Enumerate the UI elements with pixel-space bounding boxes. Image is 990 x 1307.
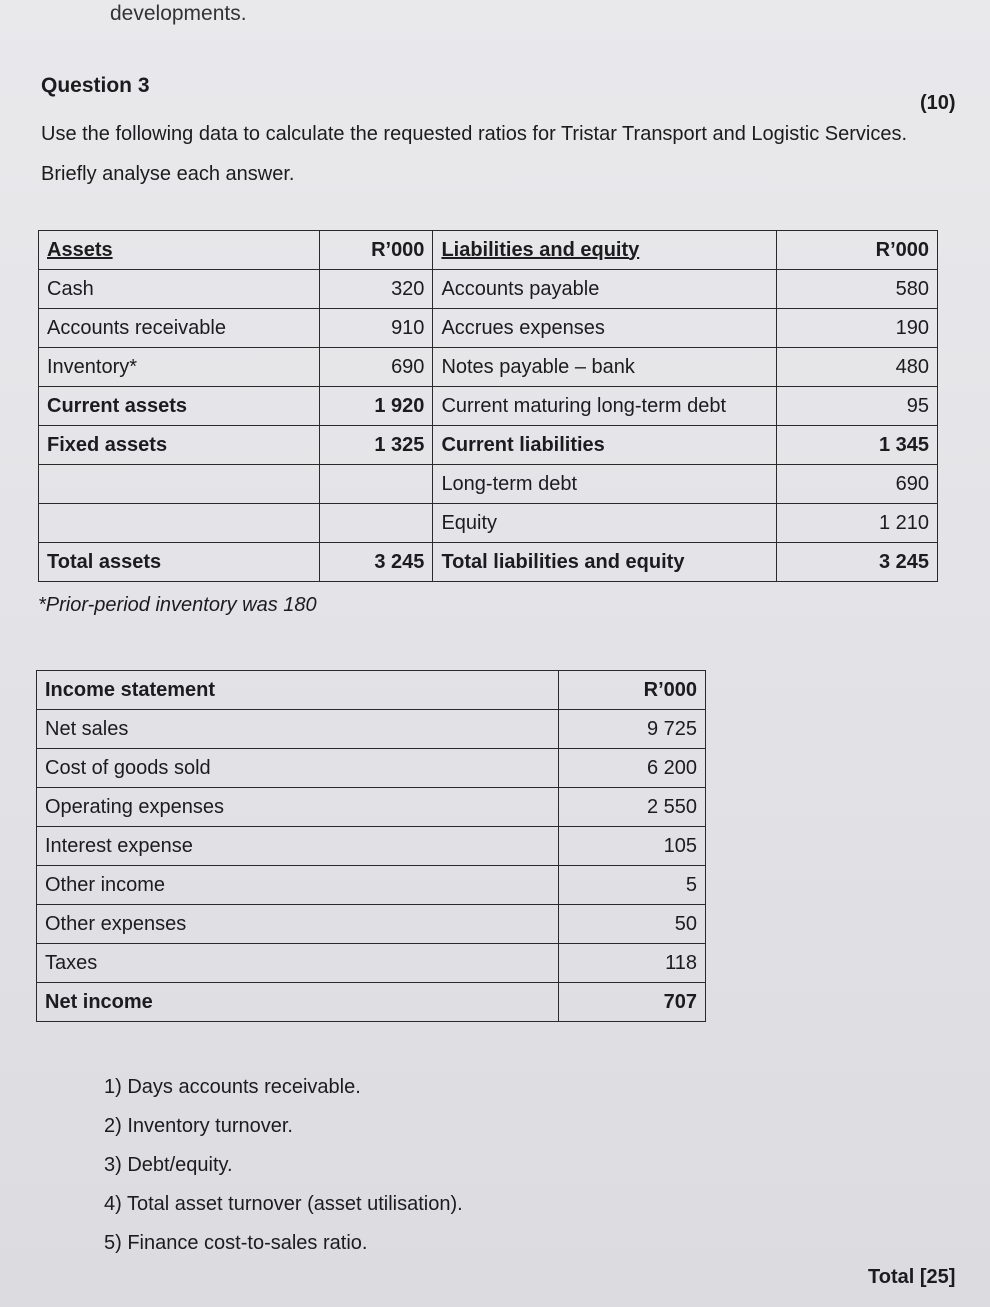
previous-page-fragment: developments. (110, 2, 247, 25)
income-label: Net sales (37, 710, 559, 749)
liability-value: 480 (776, 348, 937, 387)
inventory-footnote: *Prior-period inventory was 180 (38, 594, 317, 616)
header-liabilities-unit: R’000 (776, 231, 937, 270)
income-value: 707 (559, 983, 706, 1022)
income-value: 50 (559, 905, 706, 944)
liability-value: 95 (776, 387, 937, 426)
liability-label: Accounts payable (433, 270, 776, 309)
ratio-question-list (104, 1068, 463, 1263)
income-label: Taxes (37, 944, 559, 983)
balance-sheet-table (38, 230, 938, 582)
table-row (39, 465, 938, 504)
asset-value: 690 (320, 348, 433, 387)
asset-value: 3 245 (320, 543, 433, 582)
liability-value: 690 (776, 465, 937, 504)
table-row (37, 827, 706, 866)
asset-label: Fixed assets (39, 426, 320, 465)
table-row (37, 866, 706, 905)
income-value: 5 (559, 866, 706, 905)
income-label: Other income (37, 866, 559, 905)
list-item: 2) Inventory turnover. (104, 1115, 293, 1137)
total-marks: Total [25] (868, 1266, 956, 1288)
liability-label: Long-term debt (433, 465, 776, 504)
asset-label (39, 504, 320, 543)
asset-label (39, 465, 320, 504)
income-label: Interest expense (37, 827, 559, 866)
liability-value: 580 (776, 270, 937, 309)
income-statement-table (36, 670, 706, 1022)
table-row (37, 710, 706, 749)
header-assets: Assets (39, 231, 320, 270)
asset-label: Accounts receivable (39, 309, 320, 348)
asset-value: 320 (320, 270, 433, 309)
asset-value: 910 (320, 309, 433, 348)
income-value: 105 (559, 827, 706, 866)
header-income-unit: R’000 (559, 671, 706, 710)
header-assets-unit: R’000 (320, 231, 433, 270)
income-label: Other expenses (37, 905, 559, 944)
table-row (39, 543, 938, 582)
asset-label: Current assets (39, 387, 320, 426)
table-row (37, 788, 706, 827)
question-marks: (10) (920, 92, 956, 114)
table-header-row (39, 231, 938, 270)
liability-value: 1 210 (776, 504, 937, 543)
asset-value: 1 325 (320, 426, 433, 465)
list-item: 5) Finance cost-to-sales ratio. (104, 1232, 368, 1254)
asset-label: Inventory* (39, 348, 320, 387)
table-row (39, 426, 938, 465)
liability-value: 3 245 (776, 543, 937, 582)
question-instructions: Use the following data to calculate the requested ratios for Tristar Transport and Logistic Services. Briefly analyse each answer. (41, 123, 907, 185)
table-row (37, 944, 706, 983)
income-label: Operating expenses (37, 788, 559, 827)
liability-label: Current liabilities (433, 426, 776, 465)
asset-label: Cash (39, 270, 320, 309)
income-label: Net income (37, 983, 559, 1022)
income-value: 2 550 (559, 788, 706, 827)
table-row (37, 983, 706, 1022)
table-header-row (37, 671, 706, 710)
liability-label: Total liabilities and equity (433, 543, 776, 582)
asset-value (320, 465, 433, 504)
income-value: 6 200 (559, 749, 706, 788)
asset-value (320, 504, 433, 543)
question-title: Question 3 (41, 74, 150, 97)
liability-label: Notes payable – bank (433, 348, 776, 387)
table-row (37, 749, 706, 788)
table-row (39, 504, 938, 543)
income-value: 118 (559, 944, 706, 983)
liability-value: 1 345 (776, 426, 937, 465)
table-row (39, 309, 938, 348)
header-liabilities-equity: Liabilities and equity (433, 231, 776, 270)
header-income-statement: Income statement (37, 671, 559, 710)
asset-value: 1 920 (320, 387, 433, 426)
asset-label: Total assets (39, 543, 320, 582)
liability-label: Equity (433, 504, 776, 543)
list-item: 1) Days accounts receivable. (104, 1076, 361, 1098)
income-label: Cost of goods sold (37, 749, 559, 788)
liability-label: Accrues expenses (433, 309, 776, 348)
table-row (39, 270, 938, 309)
income-value: 9 725 (559, 710, 706, 749)
list-item: 3) Debt/equity. (104, 1154, 233, 1176)
list-item: 4) Total asset turnover (asset utilisation). (104, 1193, 463, 1215)
table-row (39, 348, 938, 387)
liability-value: 190 (776, 309, 937, 348)
table-row (37, 905, 706, 944)
table-row (39, 387, 938, 426)
liability-label: Current maturing long-term debt (433, 387, 776, 426)
